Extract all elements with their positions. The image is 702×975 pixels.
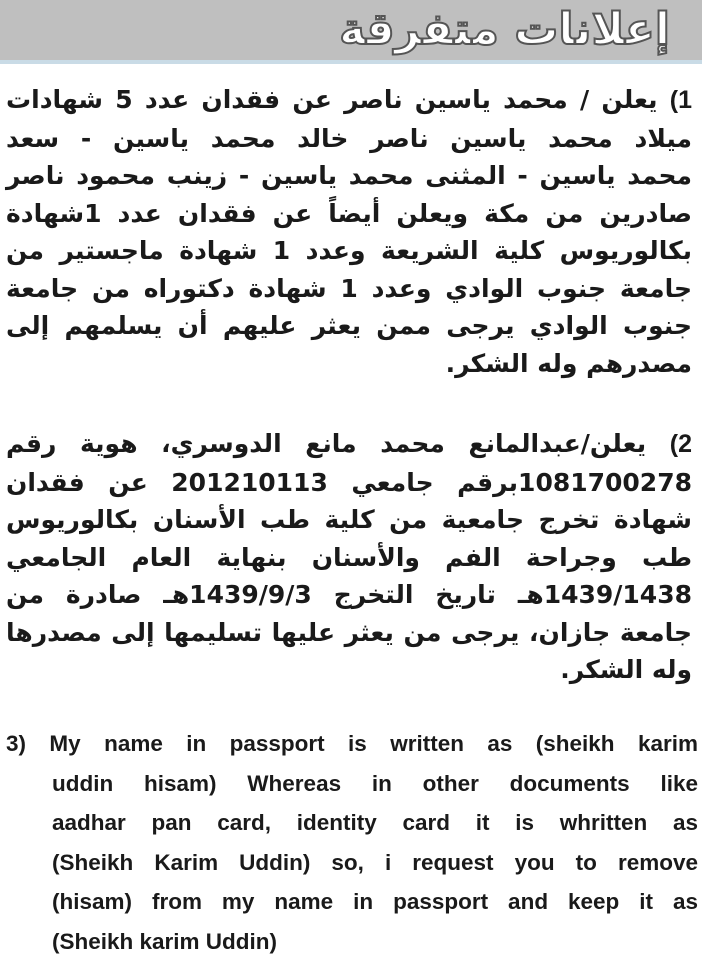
ad-line — [0, 425, 702, 464]
ad-line: 1439/1438هـ تاريخ التخرج 1439/9/3هـ صادرة من — [6, 580, 692, 609]
ad-line: بكالوريوس كلية الشريعة وعدد 1 شهادة ماجستير من — [6, 236, 693, 265]
ad-line: (Sheikh Karim Uddin) so, i request you to remove — [52, 849, 698, 875]
section-title: إعلانات متفرقة — [339, 4, 670, 55]
classified-ad-1 — [0, 81, 702, 382]
ad-text: My name in passport is written as (sheikh karim — [49, 731, 698, 756]
ad-line: جنوب الوادي يرجى ممن يعثر عليهم أن يسلمهم إلى — [6, 311, 692, 340]
ad-line: 1081700278برقم جامعي 201210113 عن فقدان — [6, 467, 692, 497]
ad-line: aadhar pan card, identity card it is whritten as — [52, 810, 698, 835]
ad-line: (hisam) from my name in passport and keep it as — [52, 889, 698, 914]
section-header — [0, 0, 702, 64]
ad-line — [0, 724, 702, 764]
ad-line — [0, 81, 702, 120]
ad-line: ميلاد محمد ياسين ناصر خالد محمد ياسين - سعد — [6, 123, 692, 153]
ad-line: (Sheikh karim Uddin) — [52, 928, 278, 954]
ad-line: مصدرهم وله الشكر. — [445, 348, 692, 378]
ad-line: صادرين من مكة ويعلن أيضاً عن فقدان عدد 1شهادة — [6, 198, 692, 228]
ad-text: يعلن / محمد ياسين ناصر عن فقدان عدد 5 شهادات — [6, 85, 658, 114]
ad-number: 1) — [669, 86, 692, 114]
ad-line: محمد ياسين - المثنى محمد ياسين - زينب محمود ناصر — [6, 161, 692, 190]
ad-line: جامعة جنوب الوادي وعدد 1 شهادة دكتوراه من جامعة — [6, 273, 692, 303]
ad-line: وله الشكر. — [560, 655, 692, 684]
classified-ad-2 — [0, 425, 702, 689]
ad-line: جامعة جازان، يرجى من يعثر عليها تسليمها إلى مصدرها — [6, 617, 692, 647]
ad-line: uddin hisam) Whereas in other documents like — [52, 770, 698, 796]
ad-line: طب وجراحة الفم والأسنان بنهاية العام الجامعي — [6, 542, 692, 572]
ad-number: 3) — [6, 731, 27, 756]
ad-line: شهادة تخرج جامعية من كلية طب الأسنان بكالوريوس — [6, 505, 692, 534]
ad-text: يعلن/عبدالمانع محمد مانع الدوسري، هوية رقم — [6, 429, 647, 458]
ad-number: 2) — [669, 430, 692, 458]
classified-ad-3 — [0, 724, 702, 961]
